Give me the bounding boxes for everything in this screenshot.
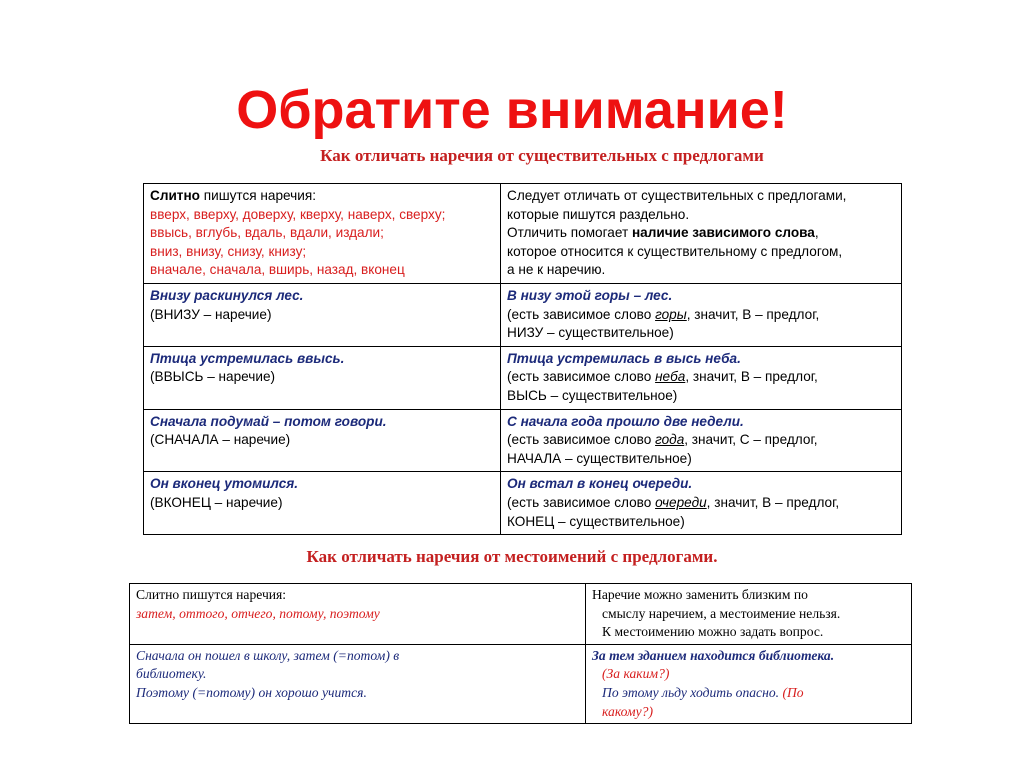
noun-note: (есть зависимое слово горы, значит, В – предлог, bbox=[507, 306, 820, 322]
rule-text-line: К местоимению можно задать вопрос. bbox=[602, 624, 824, 640]
adverb-pronoun-table bbox=[129, 583, 912, 724]
table-row bbox=[130, 644, 912, 723]
adverb-example: Внизу раскинулся лес. bbox=[150, 287, 304, 303]
rule-text-line: Наречие можно заменить близким по bbox=[592, 587, 808, 602]
adverb-note: (ВНИЗУ – наречие) bbox=[150, 306, 272, 322]
rule-text-line: Отличить помогает наличие зависимого слова, bbox=[507, 225, 819, 241]
example-cell-right bbox=[501, 283, 902, 346]
adverb-example: Птица устремилась ввысь. bbox=[150, 350, 345, 366]
noun-note-last: НИЗУ – существительное) bbox=[507, 325, 674, 341]
adverb-example: Сначала он пошел в школу, затем (=потом) в bbox=[136, 647, 400, 663]
rule-intro: Слитно пишутся наречия: bbox=[136, 587, 287, 602]
pronoun-example: За тем зданием находится библиотека. bbox=[592, 647, 835, 663]
example-cell-right bbox=[501, 346, 902, 409]
adverb-example: Поэтому (=потому) он хорошо учится. bbox=[136, 684, 367, 700]
rule-text-line: смыслу наречием, а местоимение нельзя. bbox=[602, 605, 841, 621]
adverb-list-line: ввысь, вглубь, вдаль, вдали, издали; bbox=[150, 225, 384, 241]
pronoun-question: какому?) bbox=[602, 703, 653, 719]
adverb-example: библиотеку. bbox=[136, 666, 207, 682]
adverb-example: Он вконец утомился. bbox=[150, 476, 299, 492]
adverb-example: Сначала подумай – потом говори. bbox=[150, 413, 387, 429]
table-row bbox=[144, 283, 902, 346]
rule-text-line: а не к наречию. bbox=[507, 262, 606, 278]
rule-text-line: которое относится к существительному с предлогом, bbox=[507, 243, 843, 259]
rule-text-line: которые пишутся раздельно. bbox=[507, 206, 690, 222]
table-row bbox=[130, 584, 912, 645]
adverb-list-line: вверх, вверху, доверху, кверху, наверх, сверху; bbox=[150, 206, 446, 222]
example-cell-right bbox=[501, 409, 902, 472]
rule-cell-left bbox=[130, 584, 586, 645]
table-row bbox=[144, 346, 902, 409]
adverb-note: (ВКОНЕЦ – наречие) bbox=[150, 494, 283, 510]
page-title: Обратите внимание! bbox=[236, 80, 788, 140]
section1-heading: Как отличать наречия от существительных с предлогами bbox=[320, 146, 764, 165]
noun-example: В низу этой горы – лес. bbox=[507, 287, 673, 303]
noun-example: Птица устремилась в высь неба. bbox=[507, 350, 741, 366]
adverb-note: (СНАЧАЛА – наречие) bbox=[150, 432, 291, 448]
noun-note: (есть зависимое слово очереди, значит, В – предлог, bbox=[507, 494, 840, 510]
pronoun-example: По этому льду ходить опасно. (По bbox=[602, 684, 804, 700]
example-cell-left bbox=[144, 472, 501, 535]
noun-note-last: НАЧАЛА – существительное) bbox=[507, 450, 692, 466]
noun-note: (есть зависимое слово года, значит, С – предлог, bbox=[507, 432, 818, 448]
example-cell-left bbox=[130, 644, 586, 723]
example-cell-right bbox=[586, 644, 912, 723]
example-cell-left bbox=[144, 346, 501, 409]
adverb-noun-table bbox=[143, 183, 902, 535]
example-cell-left bbox=[144, 409, 501, 472]
section2-heading: Как отличать наречия от местоимений с предлогами. bbox=[306, 547, 718, 566]
noun-note-last: ВЫСЬ – существительное) bbox=[507, 387, 678, 403]
noun-note: (есть зависимое слово неба, значит, В – предлог, bbox=[507, 369, 818, 385]
noun-note-last: КОНЕЦ – существительное) bbox=[507, 513, 685, 529]
rule-cell-right bbox=[501, 184, 902, 284]
rule-text-line: Следует отличать от существительных с предлогами, bbox=[507, 188, 847, 203]
pronoun-question: (За каким?) bbox=[602, 666, 670, 682]
adverb-list-line: затем, оттого, отчего, потому, поэтому bbox=[136, 605, 380, 621]
rule-intro: Слитно пишутся наречия: bbox=[150, 188, 316, 203]
example-cell-left bbox=[144, 283, 501, 346]
table-row bbox=[144, 472, 902, 535]
table-row bbox=[144, 409, 902, 472]
adverb-list-line: вначале, сначала, вширь, назад, вконец bbox=[150, 262, 405, 278]
noun-example: С начала года прошло две недели. bbox=[507, 413, 744, 429]
rule-cell-right bbox=[586, 584, 912, 645]
noun-example: Он встал в конец очереди. bbox=[507, 476, 693, 492]
adverb-note: (ВВЫСЬ – наречие) bbox=[150, 369, 276, 385]
table-row bbox=[144, 184, 902, 284]
rule-cell-left bbox=[144, 184, 501, 284]
adverb-list-line: вниз, внизу, снизу, книзу; bbox=[150, 243, 307, 259]
example-cell-right bbox=[501, 472, 902, 535]
